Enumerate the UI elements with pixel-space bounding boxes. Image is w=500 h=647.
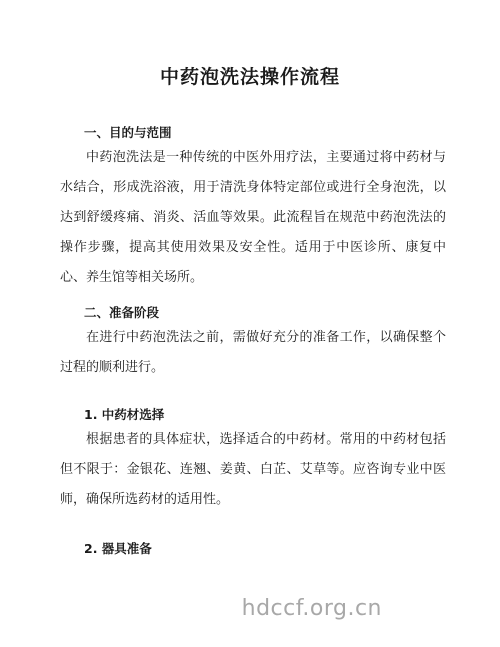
section-heading-herb-selection: 1. 中药材选择 bbox=[84, 407, 165, 422]
section-heading-purpose: 一、目的与范围 bbox=[84, 125, 172, 140]
paragraph-purpose: 中药泡洗法是一种传统的中医外用疗法，主要通过将中药材与水结合，形成洗浴液，用于清洗身体特定部位或进行全身泡洗，以达到舒缓疼痛、消炎、活血等效果。此流程旨在规范中药泡洗法的操作步骤，提高其使用效果及安全性。适用于中医诊所、康复中心、养生馆等相关场所。 bbox=[60, 150, 446, 285]
page-title: 中药泡洗法操作流程 bbox=[159, 66, 340, 88]
section-heading-equipment: 2. 器具准备 bbox=[84, 541, 152, 556]
section-heading-preparation: 二、准备阶段 bbox=[84, 305, 160, 320]
paragraph-preparation: 在进行中药泡洗法之前，需做好充分的准备工作，以确保整个过程的顺利进行。 bbox=[60, 330, 446, 375]
paragraph-herb-selection: 根据患者的具体症状，选择适合的中药材。常用的中药材包括但不限于：金银花、连翘、姜黄、白芷、艾草等。应咨询专业中医师，确保所选药材的适用性。 bbox=[60, 432, 446, 507]
watermark: hdccf.org.cn bbox=[241, 596, 382, 621]
